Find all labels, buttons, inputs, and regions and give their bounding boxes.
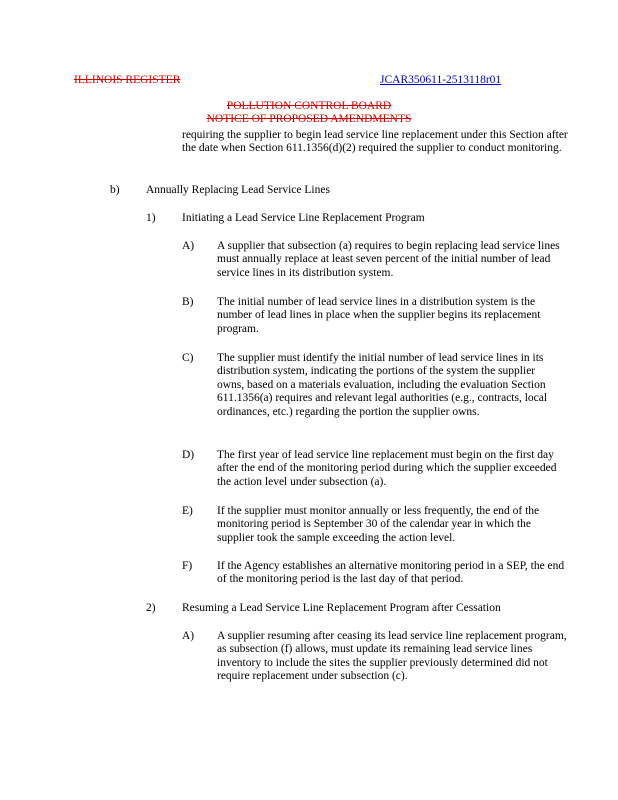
board-title: POLLUTION CONTROL BOARD — [226, 100, 392, 112]
item-1D-text: The first year of lead service line replacement must begin on the first day after the end of the monitoring period during which the supplier exceeded the action level under subsection (a). — [217, 449, 557, 488]
item-1E-label: E) — [182, 505, 193, 517]
item-1F-text: If the Agency establishes an alternative monitoring period in a SEP, the end of the monitoring period is the last day of that period. — [217, 560, 565, 586]
register-title: ILLINOIS REGISTER — [74, 74, 181, 86]
item-1B-text: The initial number of lead service lines in a distribution system is the number of lead lines in place when the supplier begins its replacement program. — [217, 296, 541, 335]
item-1E-text: If the supplier must monitor annually or less frequently, the end of the monitoring period is September 30 of the calendar year in which the supplier took the sample exceeding the action level. — [217, 505, 540, 544]
subsection-b-label: b) — [110, 184, 120, 196]
item-2A-text: A supplier resuming after ceasing its lead service line replacement program, as subsection (f) allows, must update its remaining lead service lines inventory to include the sites the supplier previously determined did not require replacement under subsection (c). — [217, 630, 567, 683]
item-1F-label: F) — [182, 560, 193, 572]
item-2-heading: Resuming a Lead Service Line Replacement Program after Cessation — [182, 602, 501, 614]
item-2-label: 2) — [146, 602, 156, 614]
item-1-label: 1) — [146, 212, 156, 224]
subsection-b-heading: Annually Replacing Lead Service Lines — [146, 184, 330, 196]
item-1C-text: The supplier must identify the initial number of lead service lines in its distribution system, indicating the portions of the system the supplier owns, based on a materials evaluation, including the evaluation Section 611.1356(a) requires and relevant legal authorities (e.g., contracts, local ordinances, etc.) regarding the portion the supplier owns. — [217, 352, 548, 418]
item-2A-label: A) — [182, 630, 195, 642]
continuation-paragraph: requiring the supplier to begin lead service line replacement under this Section after the date when Section 611.1356(d)(2) required the supplier to conduct monitoring. — [182, 129, 568, 155]
item-1D-label: D) — [182, 449, 195, 461]
jcar-id[interactable]: JCAR350611-2513118r01 — [380, 74, 502, 86]
item-1C-label: C) — [182, 352, 194, 364]
item-1A-text: A supplier that subsection (a) requires to begin replacing lead service lines must annually replace at least seven percent of the initial number of lead service lines in its distribution system. — [217, 240, 560, 279]
notice-title: NOTICE OF PROPOSED AMENDMENTS — [206, 113, 412, 125]
item-1-heading: Initiating a Lead Service Line Replacement Program — [182, 212, 425, 224]
item-1A-label: A) — [182, 240, 195, 252]
item-1B-label: B) — [182, 296, 194, 308]
